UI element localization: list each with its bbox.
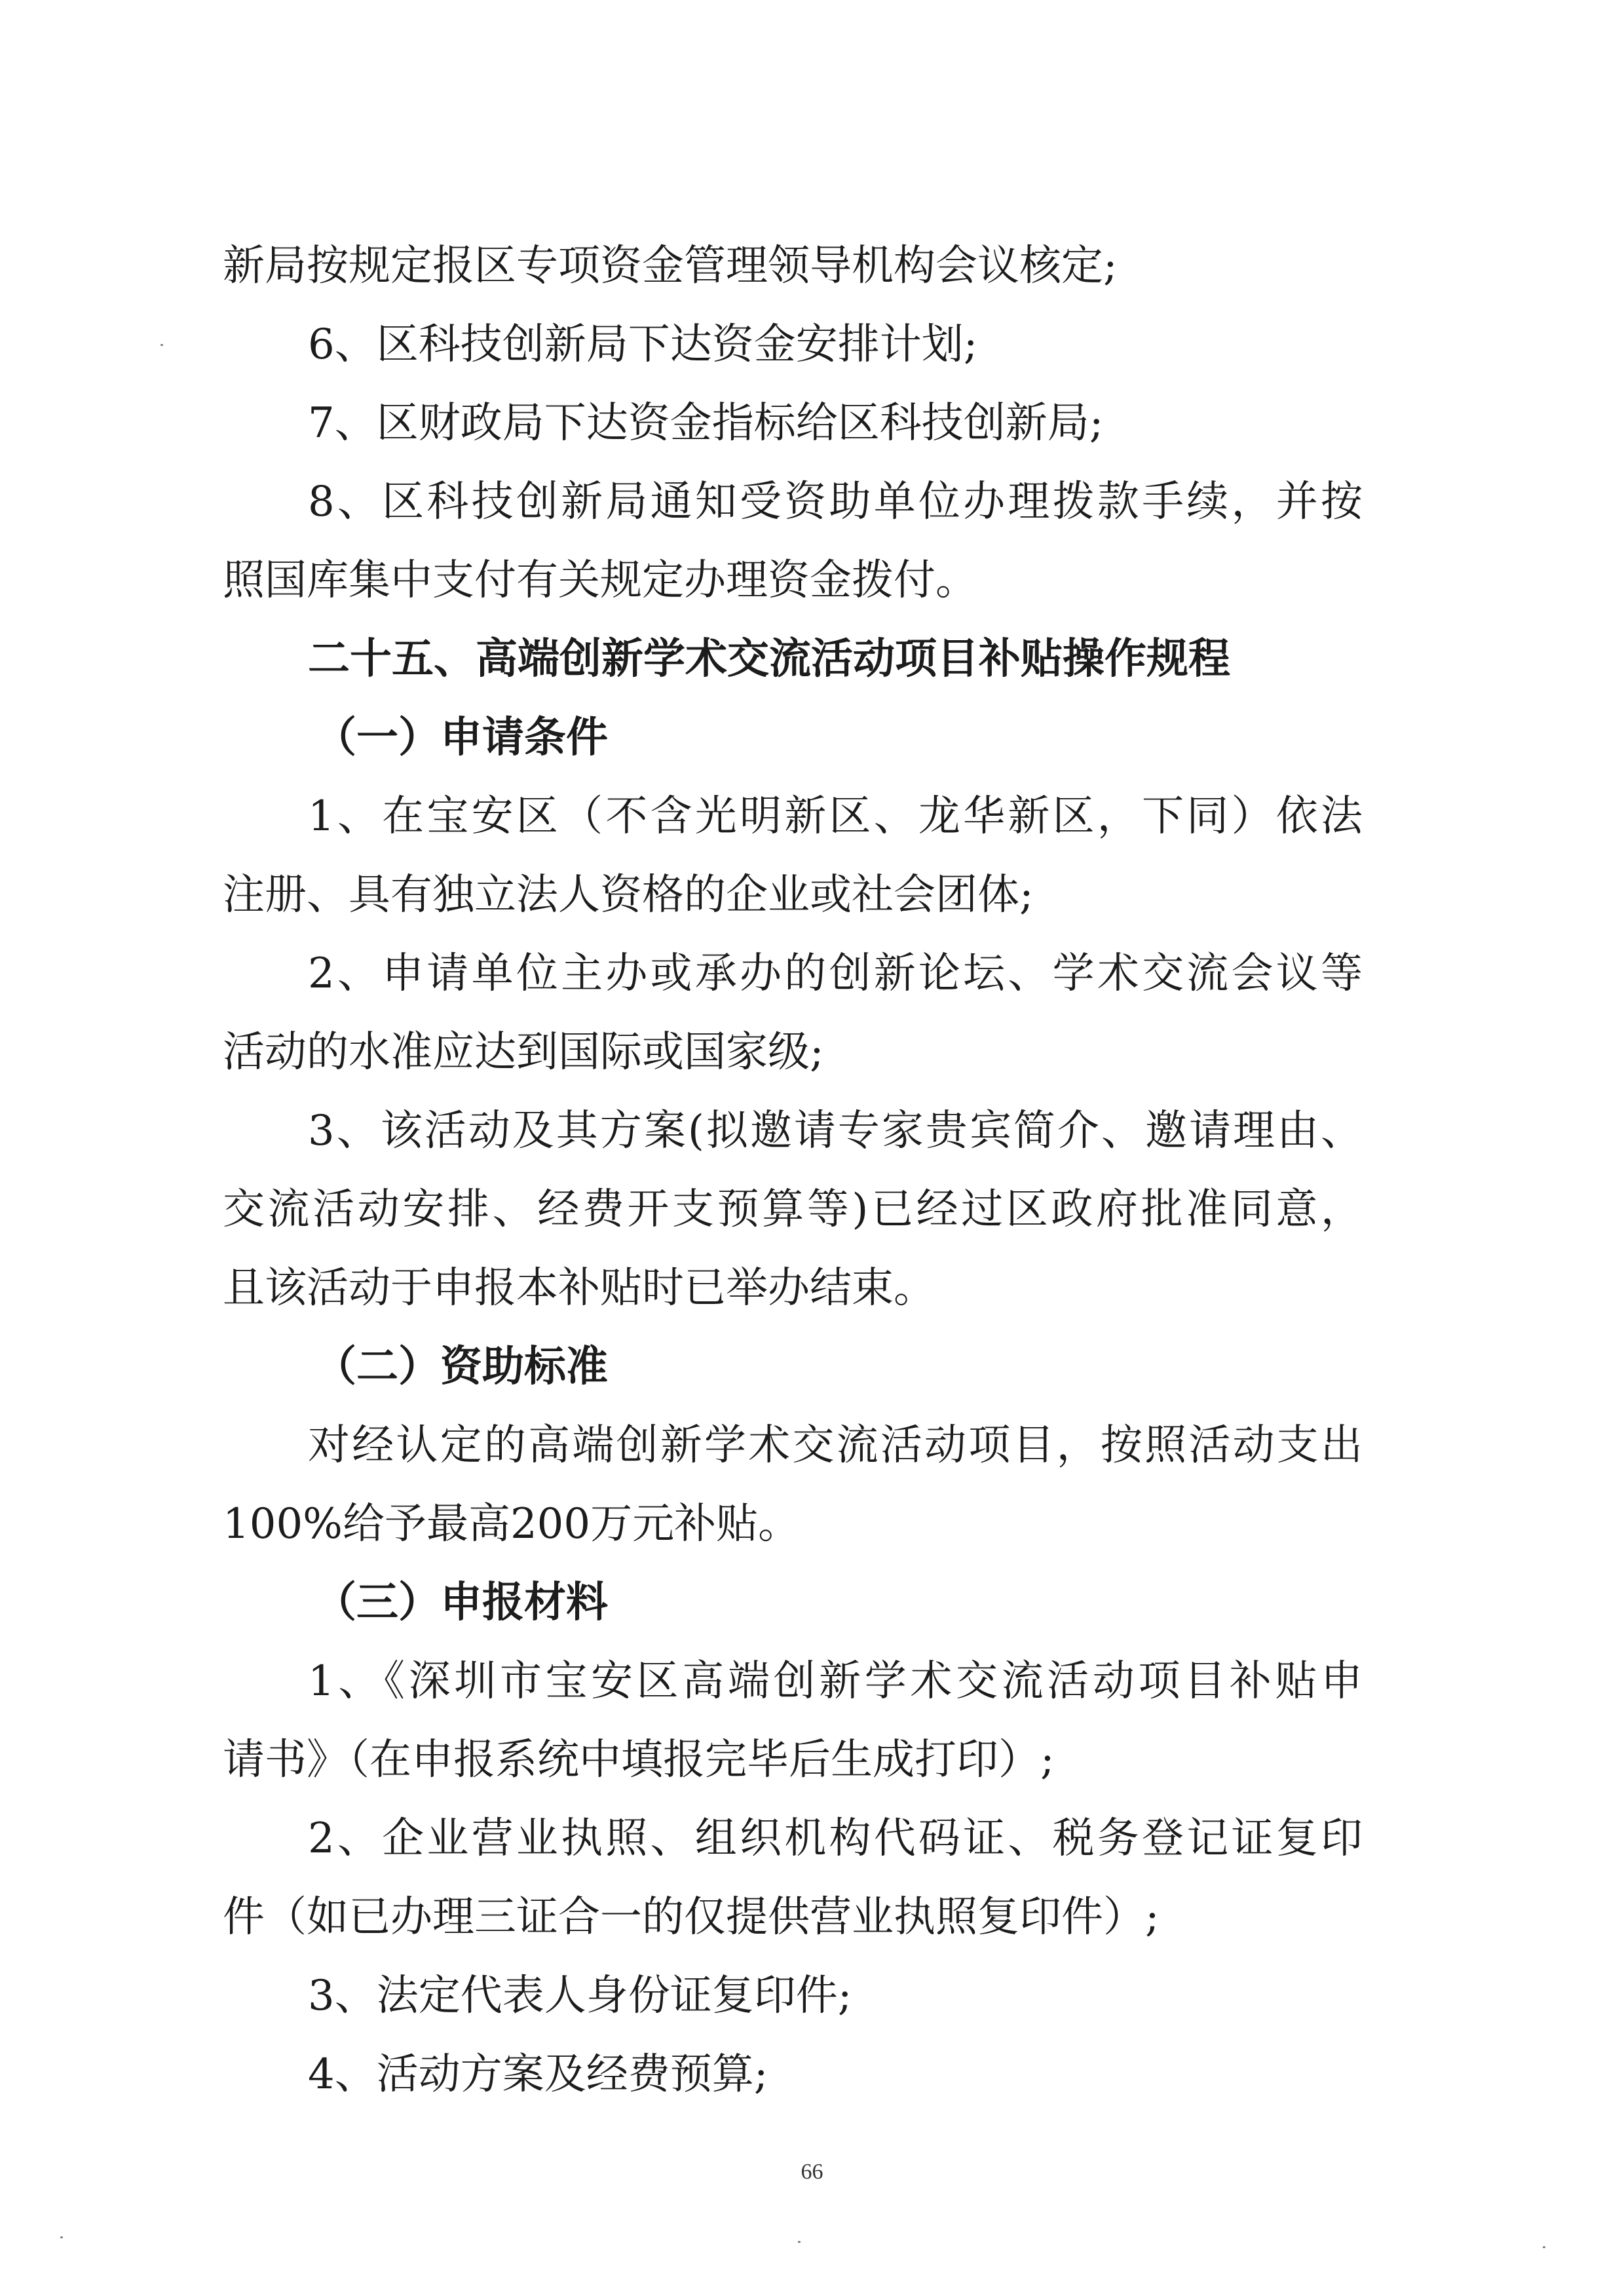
paragraph-line: 活动的水准应达到国际或国家级; — [223, 1028, 824, 1077]
scan-speck — [798, 2241, 801, 2243]
scan-speck — [161, 344, 163, 346]
list-item-7: 7、区财政局下达资金指标给区科技创新局; — [308, 399, 1104, 448]
paragraph-line: 且该活动于申报本补贴时已举办结束。 — [223, 1264, 935, 1312]
paragraph-line: 100%给予最高200万元补贴。 — [223, 1500, 801, 1548]
subsection-heading-standard: （二）资助标准 — [314, 1343, 608, 1391]
paragraph-line: 新局按规定报区专项资金管理领导机构会议核定; — [223, 242, 1118, 290]
material-item-3: 3、法定代表人身份证复印件; — [308, 1972, 852, 2020]
subsection-heading-conditions: （一）申请条件 — [314, 714, 608, 762]
list-item-8: 8、区科技创新局通知受资助单位办理拨款手续，并按 — [308, 478, 1363, 526]
material-item-1: 1、《深圳市宝安区高端创新学术交流活动项目补贴申 — [308, 1657, 1363, 1706]
paragraph-line: 交流活动安排、经费开支预算等)已经过区政府批准同意， — [223, 1185, 1363, 1234]
standard-paragraph: 对经认定的高端创新学术交流活动项目，按照活动支出 — [308, 1421, 1363, 1470]
page-number: 66 — [801, 2160, 823, 2184]
list-item-6: 6、区科技创新局下达资金安排计划; — [308, 320, 978, 369]
subsection-heading-materials: （三）申报材料 — [314, 1578, 608, 1627]
condition-item-1: 1、在宝安区（不含光明新区、龙华新区，下同）依法 — [308, 792, 1363, 841]
paragraph-line: 件（如已办理三证合一的仅提供营业执照复印件）; — [223, 1893, 1160, 1942]
scan-speck — [60, 2236, 63, 2238]
material-item-4: 4、活动方案及经费预算; — [308, 2050, 768, 2099]
material-item-2: 2、企业营业执照、组织机构代码证、税务登记证复印 — [308, 1814, 1363, 1863]
paragraph-line: 请书》（在申报系统中填报完毕后生成打印）; — [223, 1736, 1055, 1784]
condition-item-2: 2、申请单位主办或承办的创新论坛、学术交流会议等 — [308, 949, 1363, 998]
scan-speck — [1543, 2246, 1545, 2248]
paragraph-line: 注册、具有独立法人资格的企业或社会团体; — [223, 871, 1034, 919]
condition-item-3: 3、该活动及其方案(拟邀请专家贵宾简介、邀请理由、 — [308, 1107, 1363, 1155]
section-heading: 二十五、高端创新学术交流活动项目补贴操作规程 — [308, 635, 1230, 683]
paragraph-line: 照国库集中支付有关规定办理资金拨付。 — [223, 556, 977, 605]
